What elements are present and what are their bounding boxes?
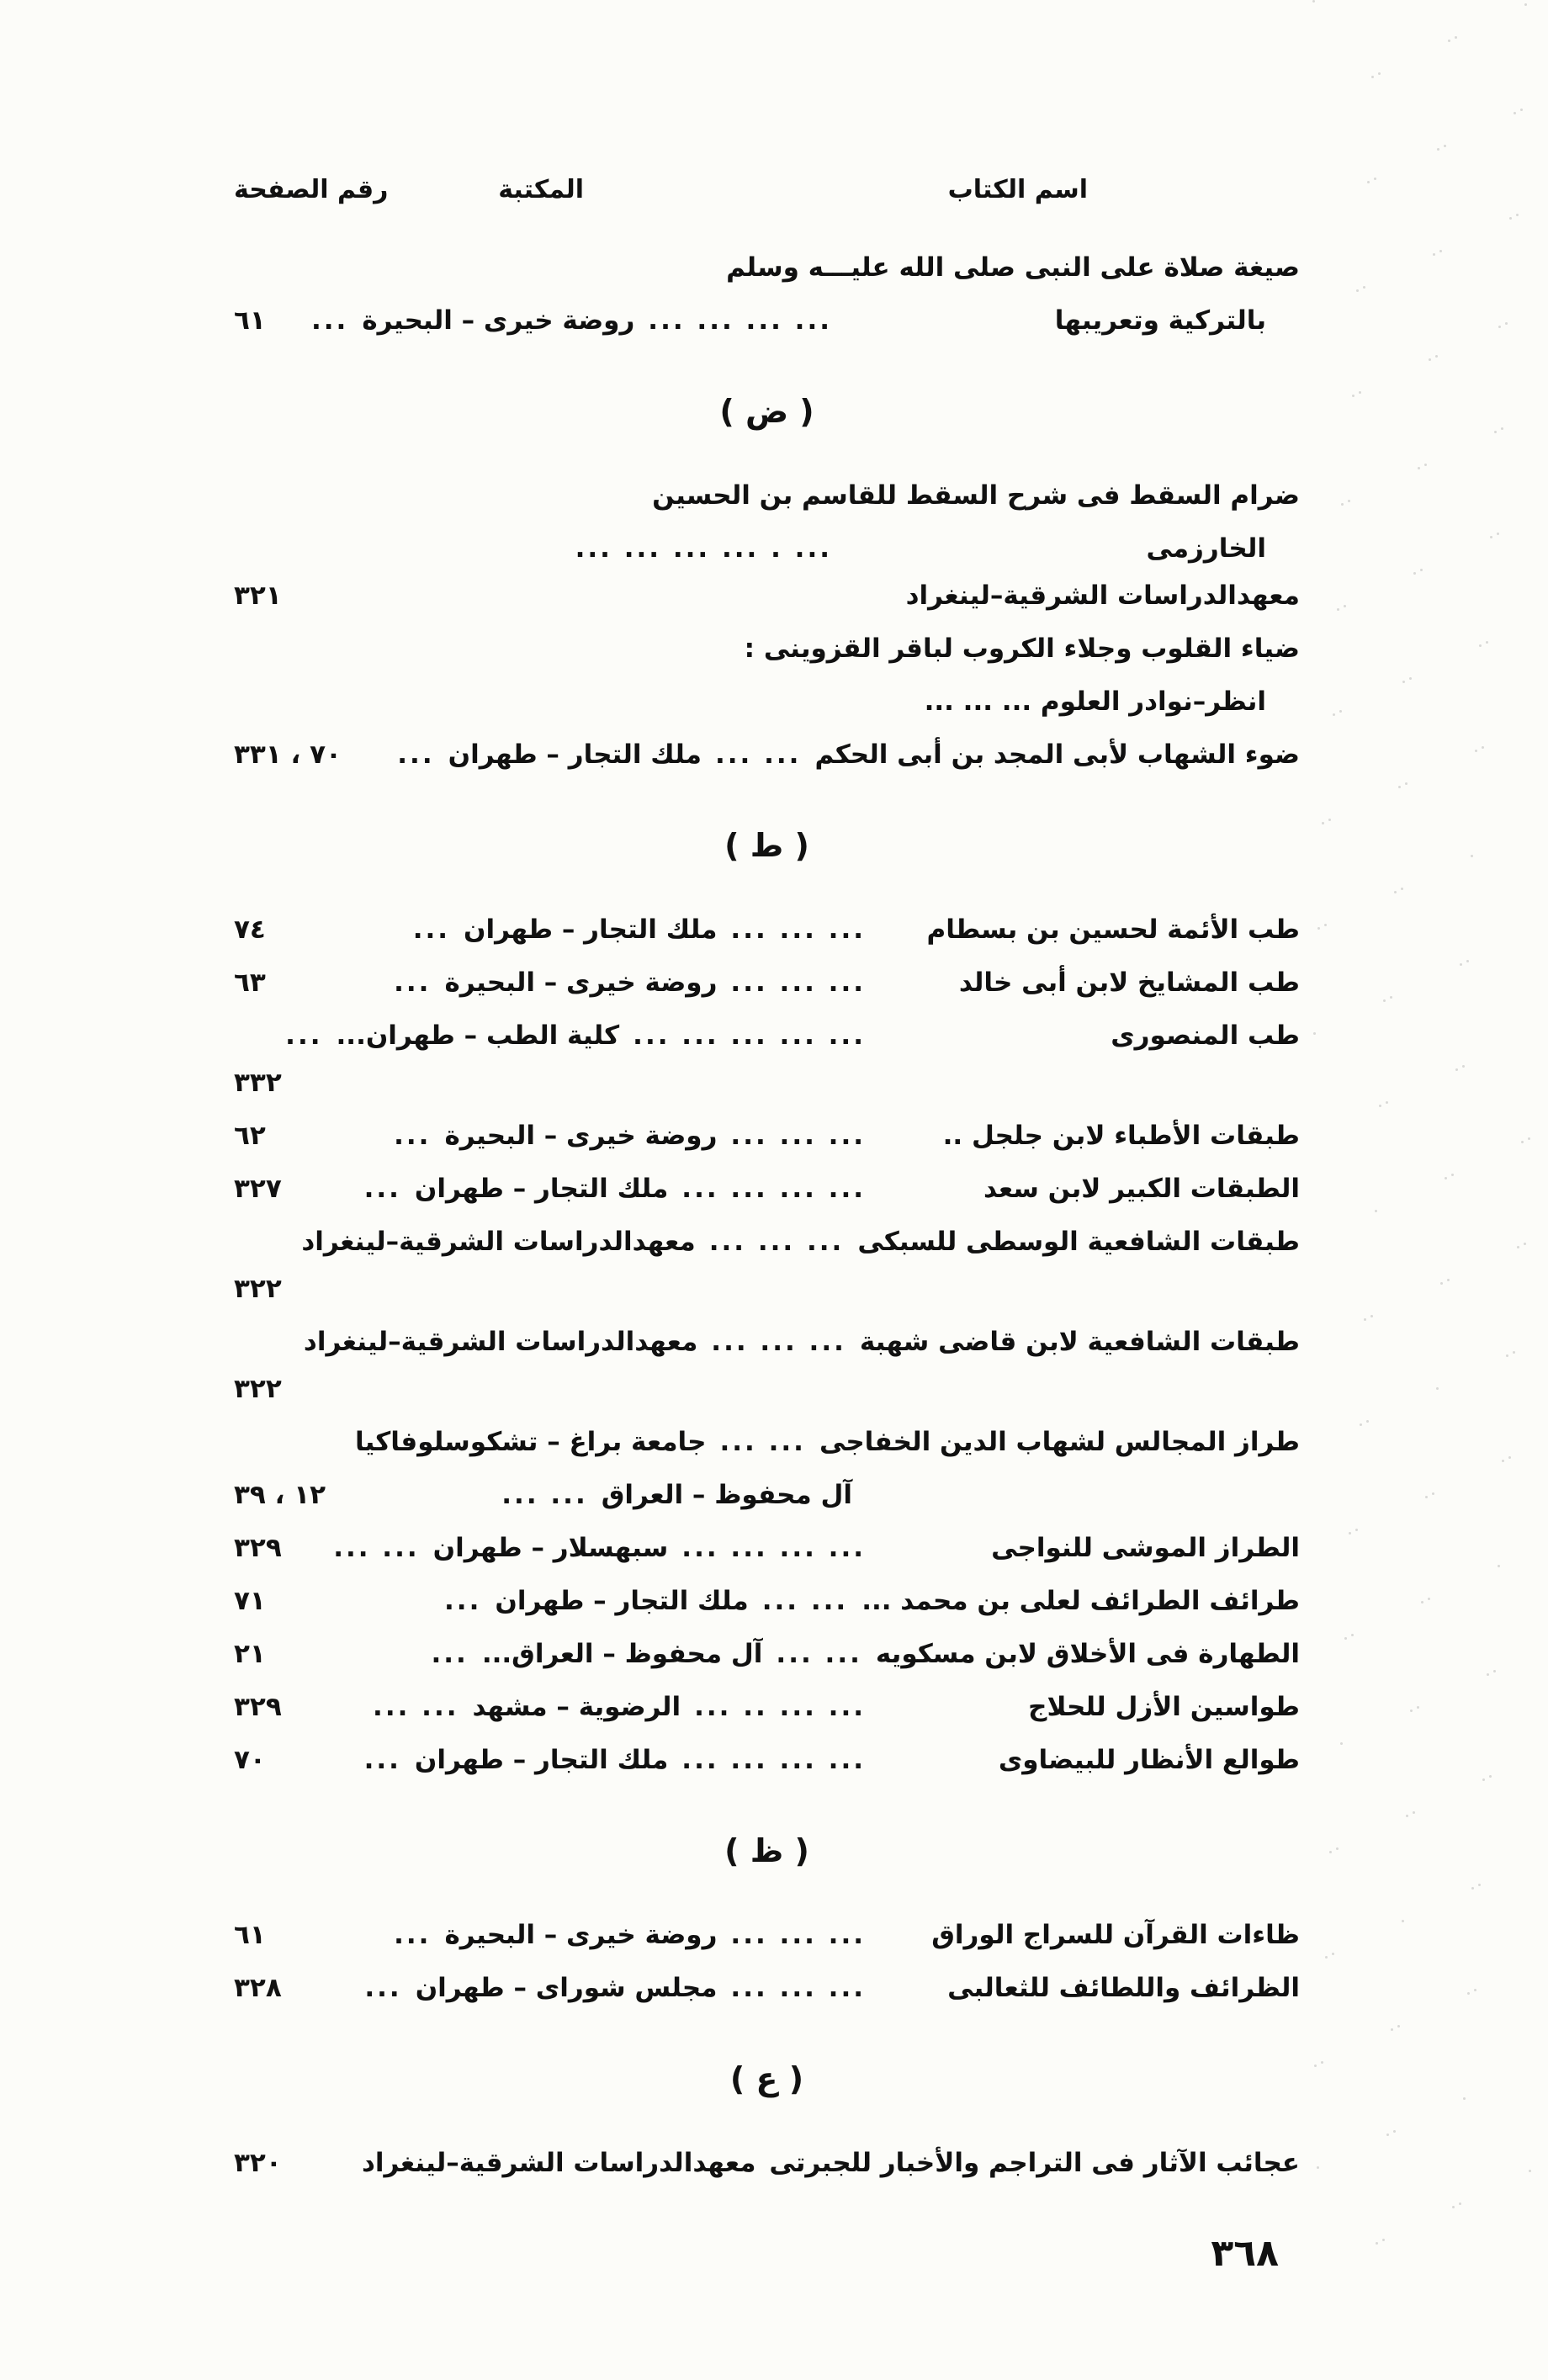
- scan-speck: [1498, 1565, 1500, 1567]
- scan-speck: [1517, 1246, 1519, 1248]
- scan-speck: [1325, 1956, 1328, 1959]
- entry-library: روضة خيرى – البحيرة: [444, 1121, 718, 1151]
- scan-speck: [1340, 1742, 1343, 1745]
- entry-library: روضة خيرى – البحيرة: [362, 305, 635, 336]
- scan-speck: [1437, 148, 1439, 151]
- scan-speck: [1379, 1105, 1381, 1107]
- leader-dots: ... ...: [501, 1480, 588, 1510]
- scan-speck: [1386, 1101, 1388, 1104]
- entry-title: طوالع الأنظار للبيضاوى: [998, 1745, 1300, 1775]
- leader-dots: ... ... ...: [730, 1920, 866, 1950]
- entry-title: طبقات الشافعية الوسطى للسبكى: [857, 1227, 1300, 1257]
- scan-speck: [1445, 1177, 1447, 1179]
- scan-speck: [1435, 355, 1438, 358]
- leader-dots: ...: [363, 1745, 401, 1775]
- entry-library: ملك التجار – طهران: [464, 914, 718, 945]
- scan-speck: [1455, 36, 1457, 39]
- entry-page: ٦٣: [234, 967, 266, 998]
- entry-row: [234, 959, 1300, 1006]
- scan-speck: [1371, 76, 1374, 78]
- scan-speck: [1394, 891, 1397, 893]
- scan-speck: [1341, 503, 1344, 506]
- scan-speck: [1402, 1920, 1404, 1922]
- scan-speck: [1413, 572, 1416, 575]
- leader-dots: ... ... ...: [730, 967, 866, 998]
- entry-row: [234, 1112, 1300, 1159]
- entry-title: طبقات الشافعية لابن قاضى شهبة: [859, 1327, 1300, 1357]
- entry-page: ٣٢٩: [234, 1692, 282, 1722]
- scan-speck: [1501, 427, 1503, 430]
- entry-cross-reference: انظر–نوادر العلوم ... ... ...: [924, 686, 1266, 717]
- leader-dots: ... ... ... ...: [681, 1745, 866, 1775]
- scan-speck: [1352, 395, 1354, 397]
- leader-dots: ...: [285, 1020, 323, 1051]
- scan-speck: [1444, 145, 1446, 147]
- entry-page: ٣٣٢: [234, 1068, 282, 1098]
- section-heading-dad: ( ض ): [719, 393, 814, 430]
- entry-library: روضة خيرى – البحيرة: [444, 967, 718, 998]
- leader-dots: ... . ... ... ... ...: [575, 533, 832, 564]
- header-page-number: رقم الصفحة: [234, 175, 389, 204]
- scan-speck: [1493, 1670, 1496, 1672]
- entry-row: [234, 1165, 1300, 1212]
- leader-dots: ... ... ... ...: [648, 305, 832, 336]
- scan-speck: [1313, 1032, 1316, 1035]
- scan-speck: [1514, 112, 1516, 114]
- scan-speck: [1364, 1318, 1366, 1321]
- scan-speck: [1494, 431, 1497, 433]
- column-headers: [234, 167, 1300, 214]
- entry-row: [234, 1964, 1300, 2012]
- scan-speck: [1478, 1884, 1481, 1886]
- entry-page: ٣٢٨: [234, 1973, 282, 2003]
- scan-speck: [1417, 1706, 1419, 1709]
- scan-speck: [1328, 819, 1331, 821]
- entry-page: ٣٢٩: [234, 1533, 282, 1563]
- scan-speck: [1508, 1456, 1511, 1459]
- scan-speck: [1375, 1210, 1377, 1212]
- scan-speck: [1524, 3, 1527, 6]
- scan-speck: [1436, 1387, 1439, 1390]
- entry-library: آل محفوظ – العراق: [601, 1480, 852, 1510]
- scan-speck: [1393, 2130, 1396, 2133]
- scan-speck: [1339, 710, 1342, 713]
- leader-dots: ...: [444, 1586, 482, 1616]
- entry-title: الطراز الموشى للنواجى: [991, 1533, 1300, 1563]
- entry-row: [234, 1012, 1300, 1106]
- scan-speck: [1471, 1887, 1474, 1890]
- scan-speck: [1378, 72, 1381, 75]
- leader-dots: ... ...: [714, 739, 802, 770]
- entry-title: الظرائف واللطائف للثعالبى: [947, 1973, 1300, 2003]
- entry-library: معهدالدراسات الشرقية–لينغراد: [301, 1227, 696, 1257]
- section-heading-za: ( ظ ): [724, 1832, 809, 1869]
- scan-speck: [1432, 1492, 1434, 1495]
- scan-speck: [1471, 855, 1473, 857]
- entry-title: صيغة صلاة على النبى صلى الله عليـــه وسلم: [726, 252, 1300, 283]
- entry-title: الطهارة فى الأخلاق لابن مسكويه: [875, 1639, 1300, 1669]
- entry-title-cont: الخارزمى: [1146, 533, 1266, 564]
- leader-dots: ... ... ... ... ...: [633, 1020, 866, 1051]
- entry-library: ملك التجار – طهران: [448, 739, 702, 770]
- entry-library: معهدالدراسات الشرقية–لينغراد: [362, 2148, 756, 2178]
- scan-speck: [1314, 2065, 1317, 2067]
- entry-row: [234, 1683, 1300, 1731]
- scan-speck: [1433, 253, 1435, 256]
- scan-speck: [1451, 1174, 1454, 1176]
- entry-title: طرائف الطرائف لعلى بن محمد ...: [861, 1586, 1300, 1616]
- scan-speck: [1349, 1532, 1351, 1535]
- scan-speck: [1322, 822, 1324, 824]
- scan-speck: [1418, 467, 1420, 469]
- scan-speck: [1406, 1815, 1408, 1817]
- scan-speck: [1397, 2025, 1400, 2028]
- entry-page: ٦١: [234, 305, 266, 336]
- entry-library: معهدالدراسات الشرقية–لينغراد: [905, 580, 1300, 611]
- entry-row: [234, 625, 1300, 672]
- scan-speck: [1329, 1851, 1332, 1853]
- entry-title: طراز المجالس لشهاب الدين الخفاجى: [819, 1427, 1300, 1457]
- entry-page: ١٢ ، ٣٩: [234, 1480, 326, 1510]
- scan-speck: [1528, 1137, 1530, 1140]
- scan-speck: [1333, 713, 1335, 716]
- entry-row: [234, 1418, 1300, 1466]
- scan-speck: [1405, 782, 1408, 785]
- scan-speck: [1390, 996, 1392, 999]
- scan-speck: [1455, 1068, 1458, 1071]
- entry-page: ٦٢: [234, 1121, 266, 1151]
- scan-speck: [1520, 109, 1523, 111]
- entry-page: ٧٤: [234, 914, 266, 945]
- scan-speck: [1497, 533, 1499, 535]
- scan-speck: [1429, 358, 1431, 361]
- scan-speck: [1513, 1351, 1515, 1354]
- entry-row: [234, 1736, 1300, 1784]
- entry-title: طب المنصورى: [1111, 1020, 1300, 1051]
- scan-speck: [1370, 1315, 1373, 1317]
- scan-speck: [1413, 1811, 1415, 1814]
- entry-page: ٣٢١: [234, 580, 282, 611]
- scan-speck: [1489, 1775, 1492, 1778]
- leader-dots: ... ... ...: [708, 1227, 845, 1257]
- entry-page: ٣٢٠: [234, 2148, 282, 2178]
- entry-title: الطبقات الكبير لابن سعد: [983, 1174, 1300, 1204]
- entry-page: ٧٠: [234, 1745, 266, 1775]
- scan-speck: [1401, 888, 1403, 890]
- scan-speck: [1374, 178, 1376, 180]
- scan-speck: [1498, 326, 1501, 328]
- entry-title: ضوء الشهاب لأبى المجد بن أبى الحكم: [814, 739, 1300, 770]
- scan-speck: [1332, 1953, 1334, 1955]
- scan-speck: [1529, 2170, 1531, 2172]
- scan-speck: [1376, 2242, 1378, 2245]
- entry-title: ضرام السقط فى شرح السقط للقاسم بن الحسين: [652, 480, 1300, 511]
- scan-speck: [1482, 746, 1484, 749]
- scan-speck: [1410, 1709, 1413, 1712]
- scan-speck: [1324, 924, 1327, 926]
- entry-row: [234, 297, 1300, 344]
- entry-page: ٣٢٢: [234, 1274, 282, 1304]
- leader-dots: ... ...: [719, 1427, 806, 1457]
- entry-page: ٦١: [234, 1920, 266, 1950]
- scan-speck: [1386, 2134, 1389, 2136]
- entry-page: ٧١: [234, 1586, 266, 1616]
- scan-speck: [1382, 2239, 1385, 2241]
- entry-library: روضة خيرى – البحيرة: [444, 1920, 718, 1950]
- leader-dots: ...: [397, 739, 435, 770]
- scan-speck: [1356, 289, 1359, 292]
- entry-row: [234, 525, 1300, 619]
- header-book-name: اسم الكتاب: [947, 175, 1088, 204]
- scan-speck: [1505, 322, 1508, 325]
- scan-speck: [1420, 569, 1423, 571]
- leader-dots: ... ... ...: [711, 1327, 846, 1357]
- scan-speck: [1462, 1065, 1465, 1068]
- scan-speck: [1475, 750, 1477, 752]
- scan-speck: [1321, 2061, 1323, 2064]
- entry-row: [234, 678, 1300, 725]
- section-ta-entries: [234, 906, 1300, 1784]
- entry-page: ٢١: [234, 1639, 266, 1669]
- scan-speck: [1479, 644, 1482, 647]
- entry-library: الرضوية – مشهد: [472, 1692, 681, 1722]
- scan-speck: [1474, 1989, 1476, 1991]
- entry-row: [234, 472, 1300, 519]
- leader-dots: ... ... ...: [730, 1121, 866, 1151]
- entry-row: [234, 1318, 1300, 1413]
- section-heading-ta: ( ط ): [724, 827, 809, 864]
- scan-speck: [1521, 1141, 1524, 1143]
- leader-dots: ...: [394, 1920, 432, 1950]
- entry-page: ٣٢٧: [234, 1174, 282, 1204]
- page-number: ٣٦٨: [1211, 2232, 1279, 2275]
- leader-dots: ...: [394, 1121, 432, 1151]
- scan-speck: [1447, 1279, 1450, 1281]
- entry-title: ظاءات القرآن للسراج الوراق: [931, 1920, 1300, 1950]
- scan-speck: [1425, 1496, 1428, 1498]
- entry-row: [234, 1630, 1300, 1678]
- entry-title: طب الأئمة لحسين بن بسطام: [926, 914, 1300, 945]
- entry-page: ٧٠ ، ٣٣١: [234, 739, 342, 770]
- entry-library: ملك التجار – طهران: [414, 1174, 669, 1204]
- entry-row: [234, 1471, 1300, 1519]
- scan-speck: [1355, 1529, 1358, 1531]
- section-za-entries: [234, 1911, 1300, 2012]
- scan-speck: [1337, 608, 1339, 611]
- leader-dots: ...: [431, 1639, 469, 1669]
- leader-dots: ... ... ... ...: [681, 1174, 866, 1204]
- entry-library: معهدالدراسات الشرقية–لينغراد: [303, 1327, 698, 1357]
- leader-dots: ... ...: [373, 1692, 459, 1722]
- scan-speck: [1424, 464, 1427, 466]
- scan-speck: [1336, 1847, 1339, 1850]
- entry-row: [234, 2139, 1300, 2187]
- leader-dots: ... ... ... ...: [681, 1533, 866, 1563]
- scan-speck: [1360, 1423, 1362, 1426]
- entry-row: [234, 244, 1300, 291]
- scan-speck: [1409, 677, 1412, 680]
- scan-speck: [1383, 999, 1386, 1002]
- scan-speck: [1459, 2202, 1461, 2205]
- scan-speck: [1490, 536, 1492, 538]
- scan-speck: [1460, 963, 1462, 966]
- entry-row: [234, 1577, 1300, 1625]
- entry-row: [234, 731, 1300, 778]
- entry-row: [234, 1218, 1300, 1312]
- leader-dots: ... ...: [776, 1639, 862, 1669]
- entry-library: ملك التجار – طهران: [414, 1745, 669, 1775]
- entry-library: مجلس شوراى – طهران: [415, 1973, 718, 2003]
- section-heading-ain: ( ع ): [729, 2060, 804, 2097]
- entry-library: جامعة براغ – تشكوسلوفاكيا: [354, 1427, 707, 1457]
- leader-dots: ... ... ...: [730, 914, 866, 945]
- header-library: المكتبة: [498, 175, 584, 204]
- leader-dots: ... ...: [761, 1586, 849, 1616]
- scan-speck: [1366, 1420, 1369, 1423]
- scan-speck: [1367, 181, 1370, 183]
- scan-speck: [1391, 2028, 1393, 2031]
- scan-speck: [1466, 960, 1469, 962]
- leader-dots: ... ... ...: [730, 1973, 866, 2003]
- scan-speck: [1440, 1282, 1443, 1285]
- scan-speck: [1452, 2206, 1455, 2208]
- scan-speck: [1312, 0, 1315, 3]
- scan-speck: [1402, 681, 1405, 683]
- scan-speck: [1317, 927, 1320, 930]
- entry-title: عجائب الآثار فى التراجم والأخبار للجبرتى: [769, 2148, 1300, 2178]
- entry-row: [234, 1524, 1300, 1572]
- leader-dots: ... ...: [333, 1533, 420, 1563]
- scan-speck: [1448, 40, 1450, 42]
- entry-title-cont: بالتركية وتعريبها: [1054, 305, 1266, 336]
- entry-library: سبهسلار – طهران: [432, 1533, 669, 1563]
- leader-dots: ...: [364, 1973, 402, 2003]
- scan-speck: [1359, 391, 1361, 394]
- scan-speck: [1363, 286, 1365, 289]
- scan-speck: [1348, 500, 1350, 502]
- scan-speck: [1317, 2166, 1319, 2169]
- scan-speck: [1509, 217, 1512, 220]
- scan-speck: [1487, 1673, 1489, 1676]
- entry-page: ٣٢٢: [234, 1374, 282, 1404]
- scan-speck: [1486, 641, 1488, 644]
- scan-speck: [1482, 1778, 1485, 1781]
- scan-speck: [1439, 250, 1442, 252]
- entry-title: طبقات الأطباء لابن جلجل ..: [942, 1121, 1300, 1151]
- entry-row: [234, 906, 1300, 953]
- entry-title: طواسين الأزل للحلاج: [1028, 1692, 1300, 1722]
- entry-library: ملك التجار – طهران: [495, 1586, 749, 1616]
- scan-speck: [1467, 1992, 1470, 1995]
- entry-library: آل محفوظ – العراق...: [481, 1639, 763, 1669]
- scan-speck: [1421, 1601, 1423, 1603]
- leader-dots: ... ... .. ...: [694, 1692, 866, 1722]
- scan-speck: [1428, 1598, 1430, 1600]
- scan-speck: [1344, 1637, 1347, 1640]
- leader-dots: ...: [363, 1174, 401, 1204]
- scan-speck: [1463, 2097, 1466, 2100]
- leader-dots: ...: [394, 967, 432, 998]
- scan-speck: [1502, 1460, 1504, 1462]
- entry-title: طب المشايخ لابن أبى خالد: [958, 967, 1300, 998]
- leader-dots: ...: [311, 305, 349, 336]
- entry-library: كلية الطب – طهران...: [336, 1020, 620, 1051]
- entry-row: [234, 1911, 1300, 1959]
- scan-speck: [1351, 1634, 1354, 1636]
- scan-speck: [1524, 1243, 1526, 1245]
- scan-speck: [1344, 605, 1346, 607]
- entry-title: ضياء القلوب وجلاء الكروب لباقر القزوينى :: [744, 633, 1300, 664]
- leader-dots: ...: [412, 914, 451, 945]
- scan-speck: [1506, 1354, 1508, 1357]
- scan-speck: [1398, 786, 1401, 788]
- scan-speck: [1516, 214, 1519, 216]
